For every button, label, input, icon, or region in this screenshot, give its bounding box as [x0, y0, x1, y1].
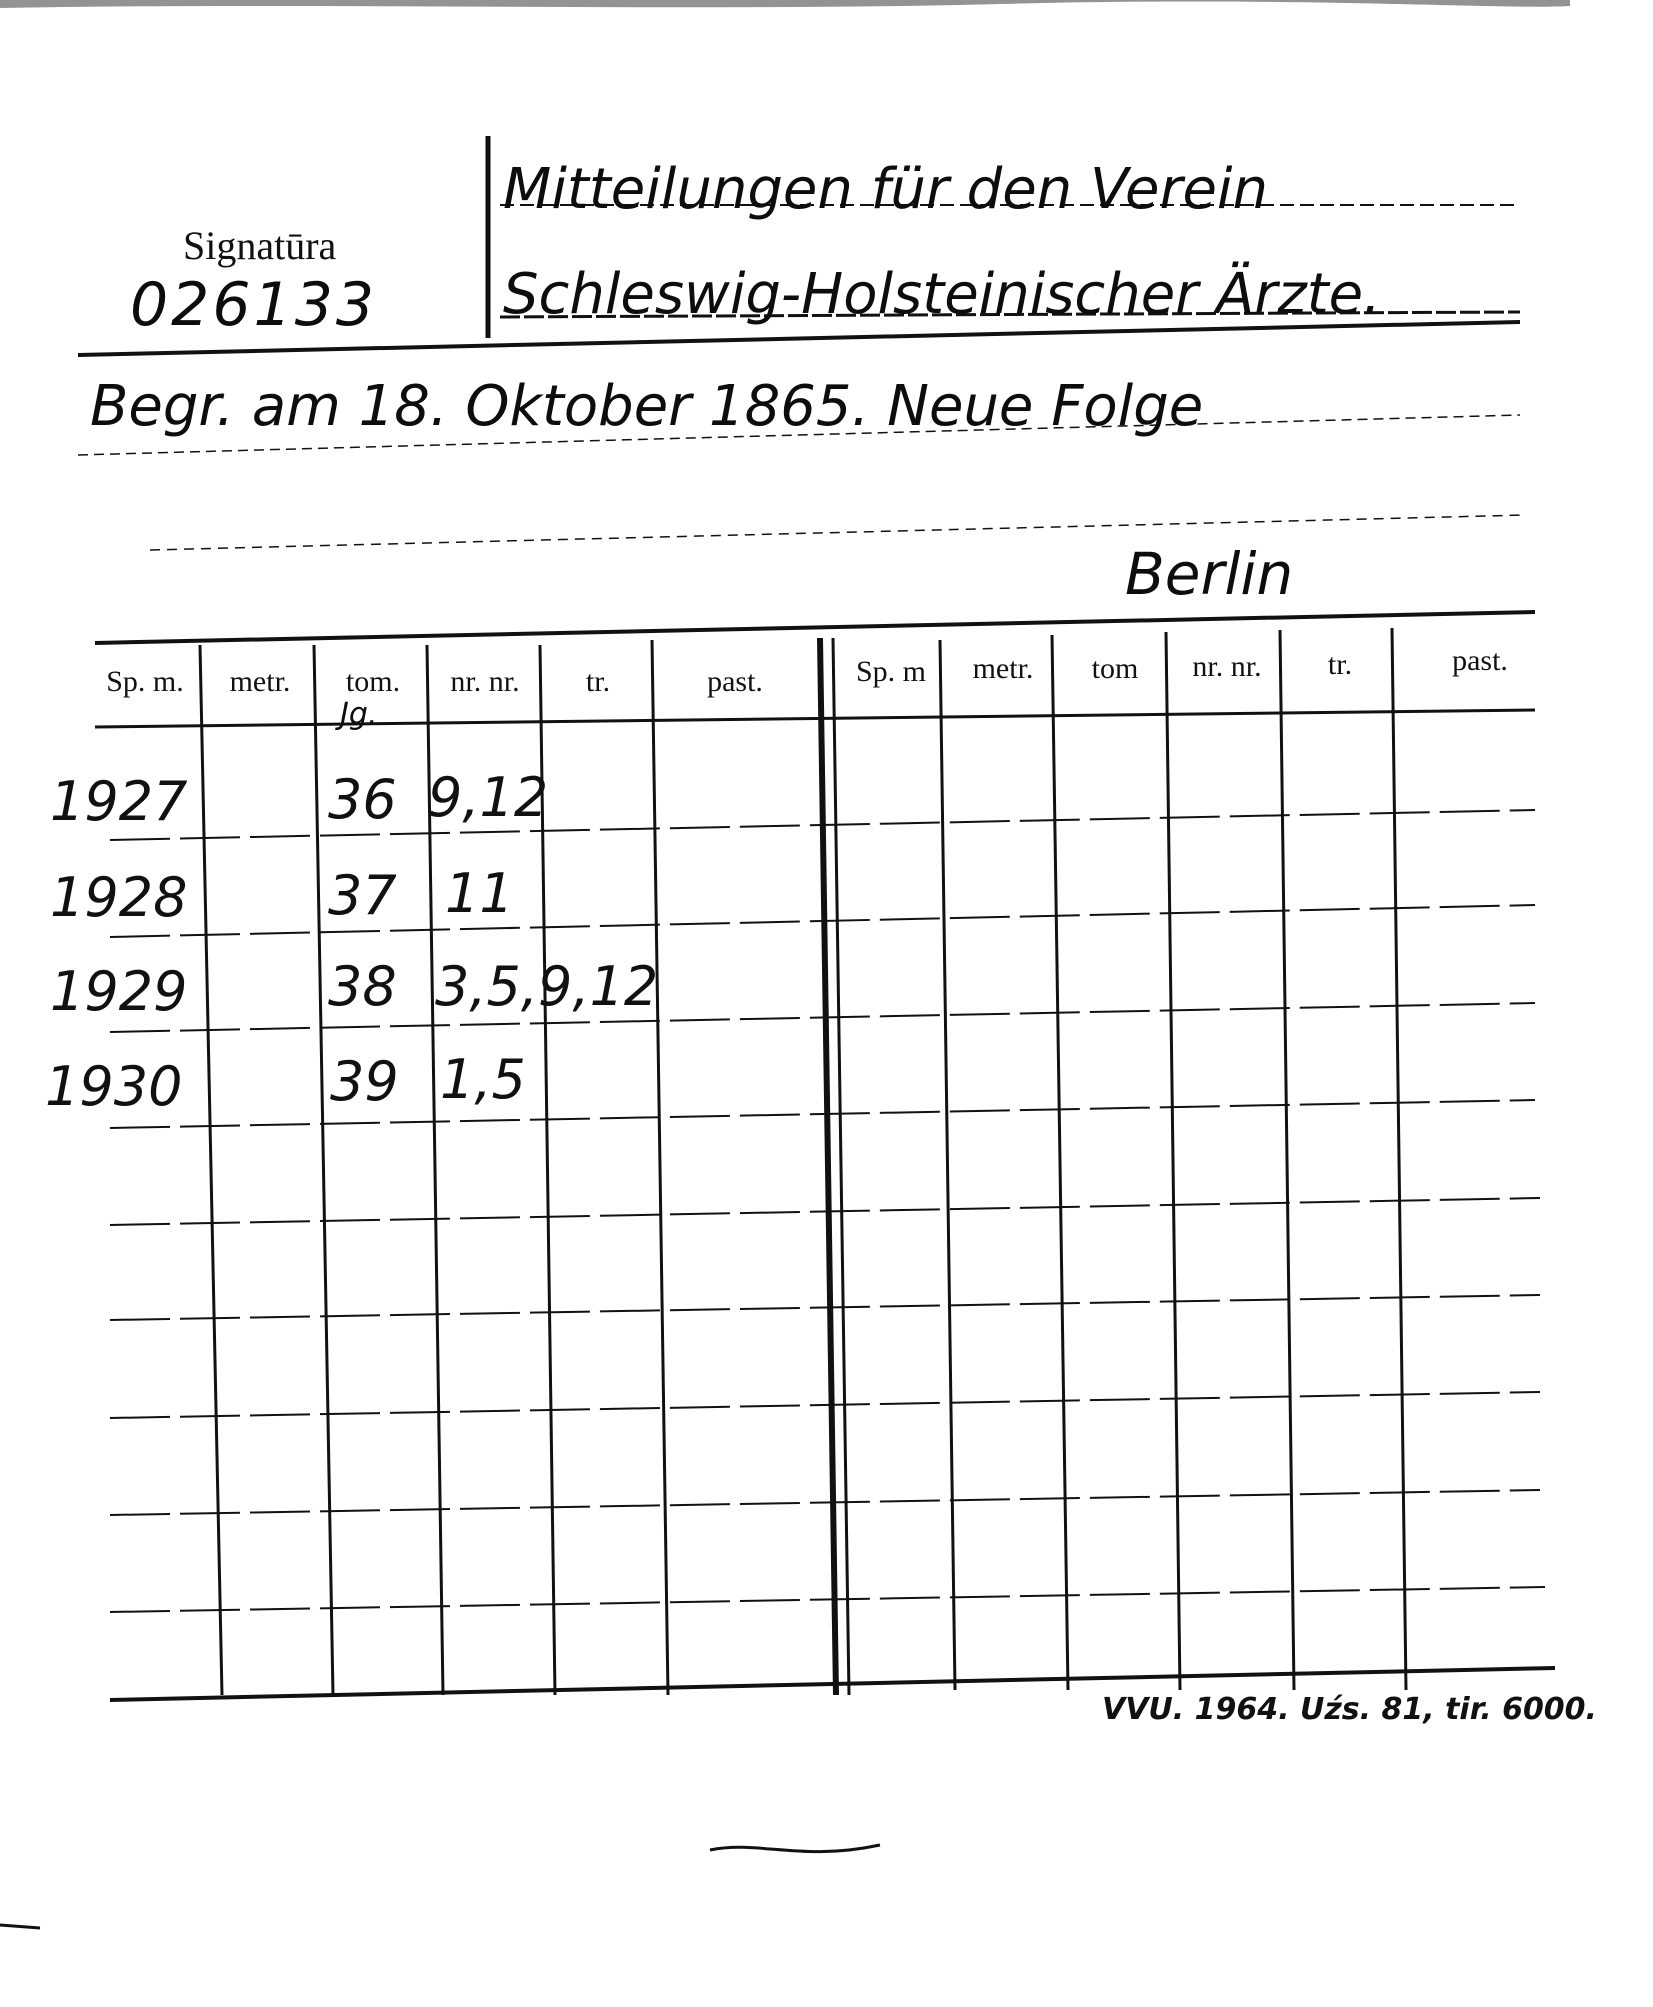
- header-nr-nr-right: nr. nr.: [1192, 650, 1262, 683]
- row-1930-nr: 1,5: [440, 1048, 526, 1111]
- print-footer: VVU. 1964. Uźs. 81, tir. 6000.: [1102, 1692, 1597, 1727]
- header-sp-m: Sp. m.: [106, 665, 184, 698]
- row-1928-year: 1928: [50, 866, 188, 929]
- signatura-value: 026133: [130, 270, 378, 340]
- row-1927-year: 1927: [50, 770, 188, 833]
- header-past: past.: [707, 665, 763, 698]
- header-nr-nr: nr. nr.: [450, 665, 520, 698]
- row-1930-year: 1930: [45, 1055, 183, 1118]
- header-tr: tr.: [585, 665, 611, 698]
- row-1928-nr: 11: [445, 862, 514, 925]
- header-tom: tom.: [345, 665, 401, 698]
- header-metr: metr.: [229, 665, 291, 698]
- tom-note: Jg.: [340, 697, 378, 732]
- row-1929-tom: 38: [328, 955, 397, 1018]
- header-tr-right: tr.: [1327, 648, 1353, 681]
- title-line-1: Mitteilungen für den Verein: [503, 157, 1268, 222]
- row-1929-nr: 3,5,9,12: [435, 955, 659, 1018]
- title-line-2: Schleswig-Holsteinischer Ärzte.: [503, 262, 1381, 327]
- row-1927-nr: 9,12: [428, 766, 549, 829]
- header-past-right: past.: [1452, 644, 1508, 677]
- header-metr-right: metr.: [972, 652, 1034, 685]
- place-of-publication: Berlin: [1125, 540, 1294, 608]
- header-sp-m-right: Sp. m: [855, 655, 927, 688]
- header-tom-right: tom: [1091, 652, 1139, 685]
- row-1928-tom: 37: [328, 864, 397, 927]
- signatura-label: Signatūra: [183, 223, 337, 268]
- row-1929-year: 1929: [50, 960, 188, 1023]
- title-line-3: Begr. am 18. Oktober 1865. Neue Folge: [90, 374, 1204, 439]
- row-1930-tom: 39: [330, 1050, 399, 1113]
- row-1927-tom: 36: [328, 768, 397, 831]
